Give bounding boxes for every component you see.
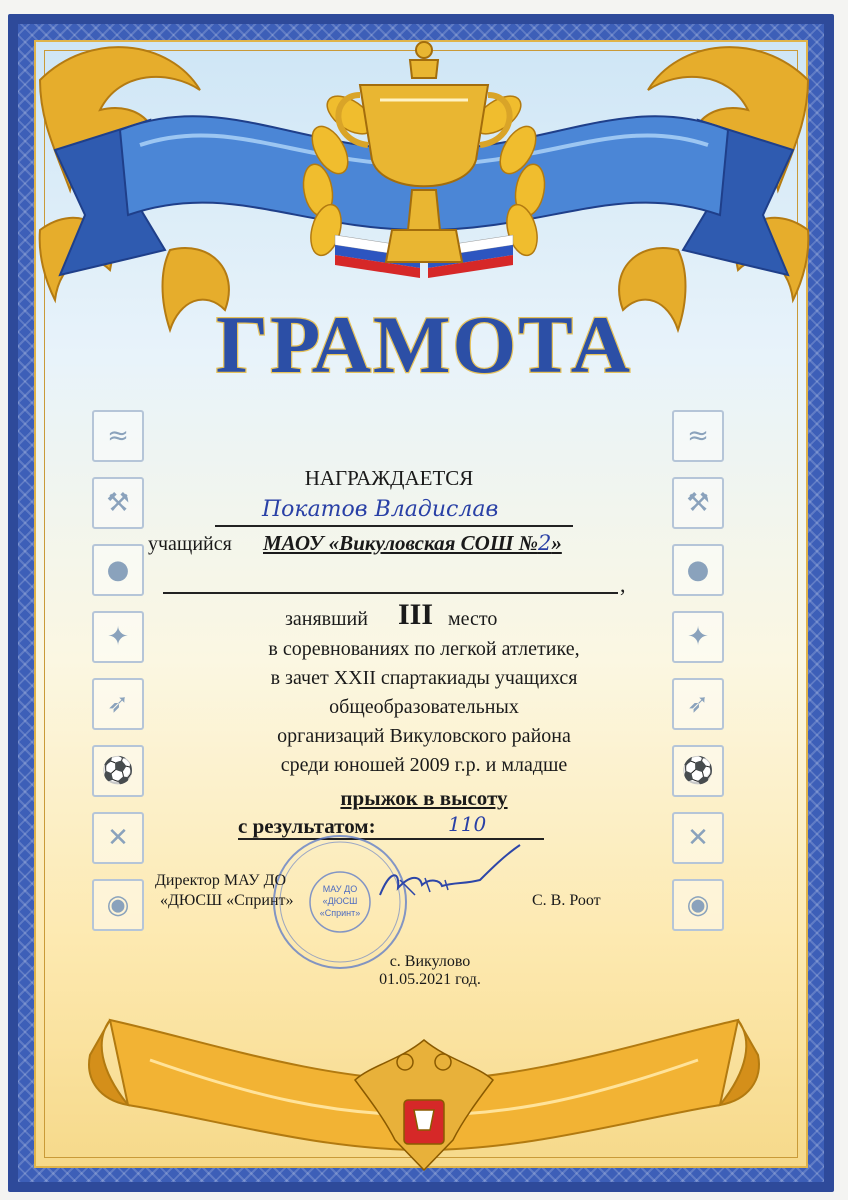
volleyball-icon: ●: [672, 544, 724, 596]
football-icon: ⚽: [92, 745, 144, 797]
weightlifting-icon: ⚒: [672, 477, 724, 529]
basketball-icon: ◉: [672, 879, 724, 931]
text-line-3: общеобразовательных: [329, 696, 519, 718]
text-line-2: в зачет XXII спартакиады учащихся: [270, 667, 578, 689]
certificate-title-graphic: ГРАМОТА: [216, 299, 632, 390]
sport-icons-left: [92, 410, 144, 946]
text-line-5: среди юношей 2009 г.р. и младше: [280, 754, 568, 776]
swimming-icon: ≈: [672, 410, 724, 462]
coat-of-arms-icon: [355, 1040, 493, 1170]
director-line-2: «ДЮСШ «Спринт»: [160, 892, 294, 909]
stamp-line-3: «Спринт»: [319, 908, 361, 918]
place-name: с. Викулово: [389, 953, 471, 970]
basketball-icon: ◉: [92, 879, 144, 931]
director-signature: [370, 840, 530, 910]
issue-date: 01.05.2021 год.: [379, 971, 481, 988]
place-prefix: занявший: [285, 608, 368, 630]
football-icon: ⚽: [672, 745, 724, 797]
director-line-1: Директор МАУ ДО: [155, 872, 287, 889]
stamp-line-2: «ДЮСШ: [322, 896, 358, 906]
student-prefix: учащийся: [148, 533, 232, 555]
text-line-1: в соревнованиях по легкой атлетике,: [268, 638, 580, 660]
wrestling-icon: ✕: [92, 812, 144, 864]
running-icon: ➶: [672, 678, 724, 730]
school-name: МАОУ «Викуловская СОШ №2»: [263, 531, 562, 555]
awarded-heading: НАГРАЖДАЕТСЯ: [304, 466, 474, 490]
place-roman: III: [398, 598, 434, 631]
gymnastics-icon: ✦: [92, 611, 144, 663]
place-suffix: место: [448, 608, 498, 630]
result-value: 110: [448, 812, 487, 836]
recipient-name: Покатов Владислав: [262, 497, 499, 522]
comma: ,: [620, 572, 626, 597]
running-icon: ➶: [92, 678, 144, 730]
volleyball-icon: ●: [92, 544, 144, 596]
gymnastics-icon: ✦: [672, 611, 724, 663]
name-underline: [215, 525, 573, 527]
text-line-4: организаций Викуловского района: [277, 725, 571, 747]
wrestling-icon: ✕: [672, 812, 724, 864]
event-name: прыжок в высоту: [340, 786, 508, 810]
header-artwork: [0, 0, 848, 420]
weightlifting-icon: ⚒: [92, 477, 144, 529]
bottom-artwork: [0, 1000, 848, 1200]
director-name: С. В. Роот: [532, 892, 601, 909]
result-label: с результатом:: [238, 814, 376, 838]
school-number: 2: [537, 531, 552, 555]
stamp-line-1: МАУ ДО: [322, 884, 358, 894]
blank-underline: [163, 592, 618, 594]
swimming-icon: ≈: [92, 410, 144, 462]
